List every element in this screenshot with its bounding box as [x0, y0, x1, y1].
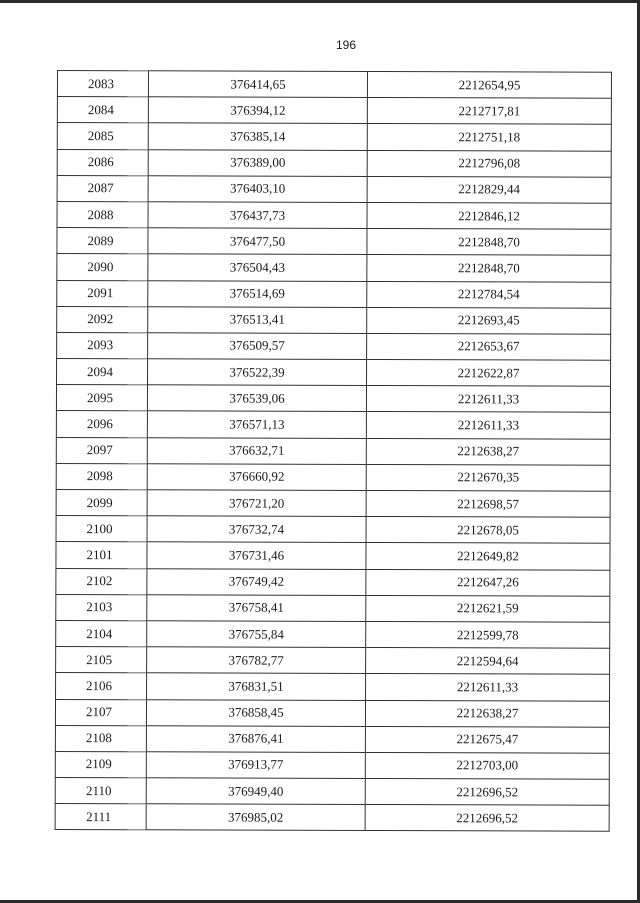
point-number-cell: 2089 [57, 228, 148, 254]
point-number-cell: 2097 [56, 437, 147, 463]
table-row [57, 228, 611, 256]
y-coordinate-cell: 2212848,70 [367, 255, 611, 282]
table-row [57, 123, 611, 151]
table-row [57, 280, 611, 308]
y-coordinate-cell: 2212647,26 [366, 569, 610, 596]
y-coordinate-cell: 2212649,82 [366, 543, 610, 570]
x-coordinate-cell: 376571,13 [147, 411, 366, 438]
x-coordinate-cell: 376522,39 [148, 359, 367, 386]
y-coordinate-cell: 2212696,52 [365, 805, 609, 832]
point-number-cell: 2090 [57, 254, 148, 280]
table-row [56, 516, 610, 544]
table-row [56, 489, 610, 517]
point-number-cell: 2086 [57, 149, 148, 175]
x-coordinate-cell: 376913,77 [146, 752, 365, 779]
x-coordinate-cell: 376758,41 [147, 595, 366, 622]
y-coordinate-cell: 2212594,64 [366, 648, 610, 675]
x-coordinate-cell: 376414,65 [148, 71, 367, 98]
table-row [56, 620, 610, 648]
y-coordinate-cell: 2212622,87 [367, 360, 611, 387]
point-number-cell: 2105 [56, 647, 147, 673]
y-coordinate-cell: 2212678,05 [366, 517, 610, 544]
coordinates-table [55, 70, 612, 832]
table-row [57, 306, 611, 334]
point-number-cell: 2095 [56, 385, 147, 411]
table-row [57, 332, 611, 360]
table-row [57, 149, 611, 177]
x-coordinate-cell: 376509,57 [148, 333, 367, 360]
point-number-cell: 2098 [56, 463, 147, 489]
point-number-cell: 2110 [55, 778, 146, 804]
y-coordinate-cell: 2212654,95 [367, 71, 611, 98]
y-coordinate-cell: 2212611,33 [366, 386, 610, 413]
x-coordinate-cell: 376721,20 [147, 490, 366, 517]
point-number-cell: 2103 [56, 594, 147, 620]
x-coordinate-cell: 376385,14 [148, 123, 367, 150]
table-row [55, 804, 609, 832]
table-row [57, 175, 611, 203]
table-row [56, 647, 610, 675]
y-coordinate-cell: 2212638,27 [366, 438, 610, 465]
x-coordinate-cell: 376732,74 [147, 516, 366, 543]
x-coordinate-cell: 376514,69 [148, 280, 367, 307]
point-number-cell: 2106 [56, 673, 147, 699]
table-row [55, 725, 609, 753]
y-coordinate-cell: 2212698,57 [366, 490, 610, 517]
y-coordinate-cell: 2212784,54 [367, 281, 611, 308]
coordinates-table-body [55, 71, 611, 832]
x-coordinate-cell: 376632,71 [147, 437, 366, 464]
y-coordinate-cell: 2212638,27 [365, 700, 609, 727]
x-coordinate-cell: 376782,77 [147, 647, 366, 674]
point-number-cell: 2111 [55, 804, 146, 830]
x-coordinate-cell: 376876,41 [146, 725, 365, 752]
point-number-cell: 2094 [57, 359, 148, 385]
table-row [57, 97, 611, 125]
x-coordinate-cell: 376949,40 [146, 778, 365, 805]
point-number-cell: 2101 [56, 542, 147, 568]
x-coordinate-cell: 376755,84 [147, 621, 366, 648]
table-row [56, 463, 610, 491]
point-number-cell: 2093 [57, 332, 148, 358]
y-coordinate-cell: 2212675,47 [365, 726, 609, 753]
table-row [56, 542, 610, 570]
y-coordinate-cell: 2212717,81 [367, 98, 611, 125]
table-row [55, 751, 609, 779]
y-coordinate-cell: 2212599,78 [366, 621, 610, 648]
point-number-cell: 2100 [56, 516, 147, 542]
table-row [55, 699, 609, 727]
page-number: 196 [335, 38, 357, 52]
y-coordinate-cell: 2212693,45 [367, 307, 611, 334]
y-coordinate-cell: 2212846,12 [367, 202, 611, 229]
point-number-cell: 2083 [57, 71, 148, 97]
y-coordinate-cell: 2212829,44 [367, 176, 611, 203]
point-number-cell: 2099 [56, 489, 147, 515]
point-number-cell: 2085 [57, 123, 148, 149]
x-coordinate-cell: 376394,12 [148, 97, 367, 124]
point-number-cell: 2102 [56, 568, 147, 594]
table-row [56, 437, 610, 465]
table-row [56, 673, 610, 701]
y-coordinate-cell: 2212703,00 [365, 752, 609, 779]
point-number-cell: 2087 [57, 175, 148, 201]
y-coordinate-cell: 2212621,59 [366, 595, 610, 622]
x-coordinate-cell: 376389,00 [148, 149, 367, 176]
y-coordinate-cell: 2212848,70 [367, 229, 611, 256]
x-coordinate-cell: 376539,06 [147, 385, 366, 412]
point-number-cell: 2084 [57, 97, 148, 123]
table-row [56, 568, 610, 596]
table-row [57, 201, 611, 229]
point-number-cell: 2108 [55, 725, 146, 751]
x-coordinate-cell: 376403,10 [148, 176, 367, 203]
point-number-cell: 2104 [56, 620, 147, 646]
y-coordinate-cell: 2212670,35 [366, 464, 610, 491]
x-coordinate-cell: 376858,45 [146, 699, 365, 726]
x-coordinate-cell: 376831,51 [147, 673, 366, 700]
x-coordinate-cell: 376437,73 [148, 202, 367, 229]
page-edge-top [0, 0, 640, 3]
table-row [57, 254, 611, 282]
point-number-cell: 2091 [57, 280, 148, 306]
y-coordinate-cell: 2212696,52 [365, 779, 609, 806]
table-row [57, 359, 611, 387]
x-coordinate-cell: 376477,50 [148, 228, 367, 255]
point-number-cell: 2109 [55, 751, 146, 777]
table-row [56, 385, 610, 413]
x-coordinate-cell: 376985,02 [146, 804, 365, 831]
x-coordinate-cell: 376660,92 [147, 464, 366, 491]
y-coordinate-cell: 2212653,67 [367, 333, 611, 360]
point-number-cell: 2096 [56, 411, 147, 437]
y-coordinate-cell: 2212611,33 [366, 674, 610, 701]
table-row [56, 594, 610, 622]
point-number-cell: 2092 [57, 306, 148, 332]
table-row [55, 778, 609, 806]
table-row [57, 71, 611, 99]
x-coordinate-cell: 376749,42 [147, 568, 366, 595]
y-coordinate-cell: 2212751,18 [367, 124, 611, 151]
y-coordinate-cell: 2212611,33 [366, 412, 610, 439]
y-coordinate-cell: 2212796,08 [367, 150, 611, 177]
x-coordinate-cell: 376513,41 [148, 306, 367, 333]
point-number-cell: 2088 [57, 201, 148, 227]
table-row [56, 411, 610, 439]
x-coordinate-cell: 376504,43 [148, 254, 367, 281]
x-coordinate-cell: 376731,46 [147, 542, 366, 569]
point-number-cell: 2107 [55, 699, 146, 725]
